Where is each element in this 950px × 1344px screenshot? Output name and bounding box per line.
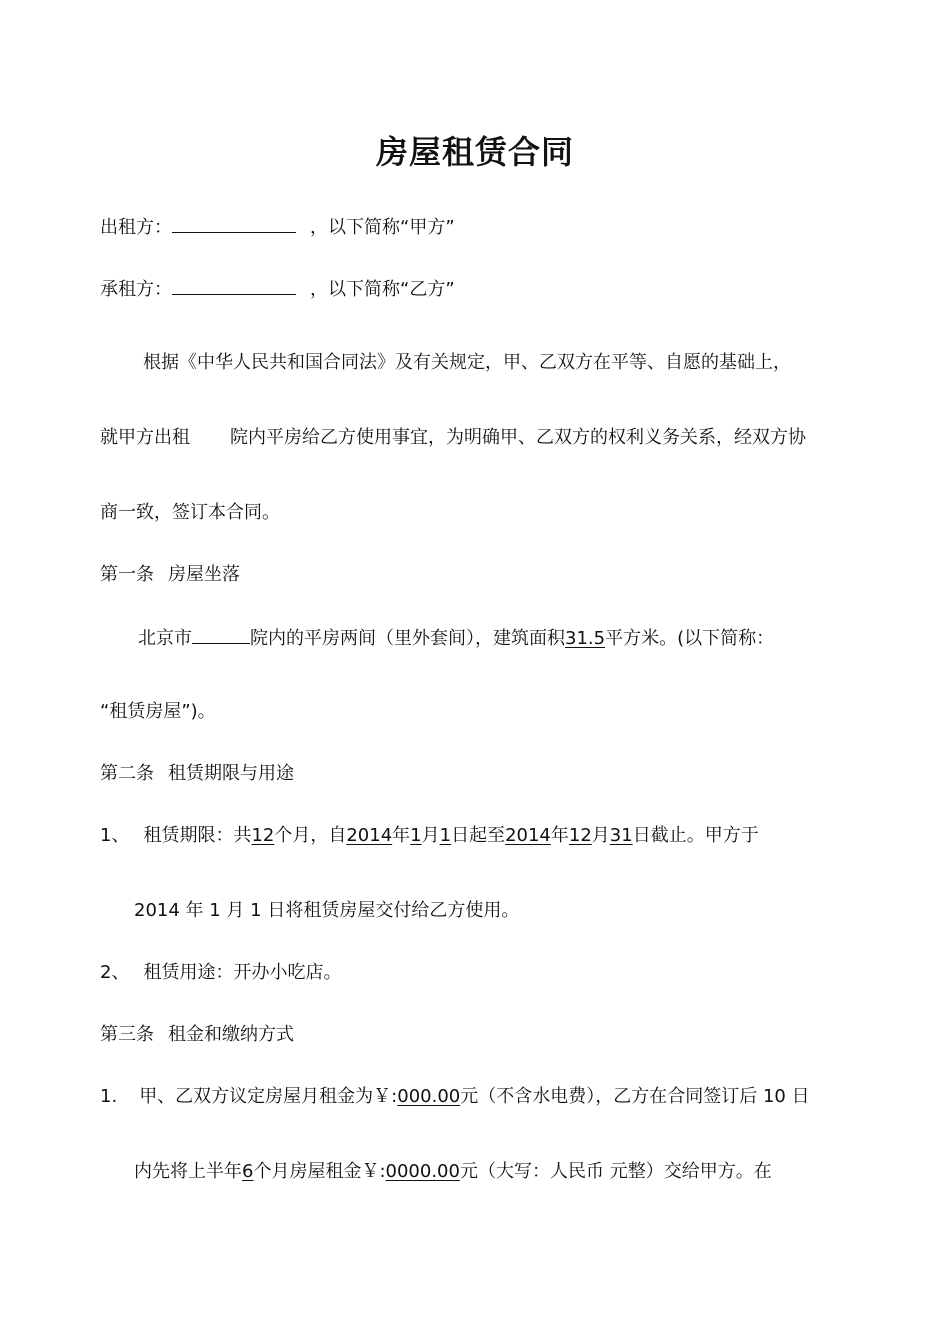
lessee-line: [100, 276, 455, 302]
start-month: 1: [410, 825, 422, 846]
lease-months: 12: [251, 825, 275, 846]
item-number: 2、: [100, 962, 130, 983]
preamble-line-1: 根据《中华人民共和国合同法》及有关规定，甲、乙双方在平等、自愿的基础上，: [143, 352, 791, 373]
rent-text: 甲、乙双方议定房屋月租金为￥:: [139, 1086, 398, 1107]
article-3-title: 租金和缴纳方式: [168, 1024, 294, 1045]
usage-text: 租赁用途：开办小吃店。: [143, 962, 342, 983]
term-text: 年: [550, 825, 569, 846]
address-blank: [192, 625, 250, 644]
article-2-title: 租赁期限与用途: [168, 763, 294, 784]
floor-area: 31.5: [565, 628, 606, 649]
article-1-title: 房屋坐落: [168, 564, 240, 585]
lessee-suffix: ，以下简称“乙方”: [310, 279, 455, 300]
article-3-item-1: [100, 1085, 810, 1109]
rent-text: 内先将上半年: [134, 1161, 242, 1182]
term-text: 月: [421, 825, 440, 846]
start-day: 1: [439, 825, 452, 846]
article-2-item-1: [100, 824, 759, 848]
rent-text: 个月房屋租金￥:: [253, 1161, 386, 1182]
item-number: 1.: [100, 1086, 118, 1107]
article-3-item-1-line-2: [134, 1160, 772, 1184]
monthly-rent: 000.00: [397, 1086, 461, 1107]
term-text: 月: [591, 825, 610, 846]
house-description: 院内的平房两间（里外套间），建筑面积: [250, 628, 565, 649]
item-number: 1、: [100, 825, 130, 846]
lessor-name-blank: [172, 214, 296, 233]
lessor-suffix: ，以下简称“甲方”: [310, 217, 455, 238]
end-month: 12: [568, 825, 592, 846]
term-text: 年: [392, 825, 411, 846]
lessee-label: 承租方：: [100, 279, 172, 300]
article-3-heading: [100, 1023, 294, 1047]
article-2-number: 第二条: [100, 763, 154, 784]
prepaid-months: 6: [242, 1161, 254, 1182]
term-text: 日起至: [451, 825, 506, 846]
term-text: 租赁期限：共: [143, 825, 252, 846]
end-day: 31: [609, 825, 633, 846]
area-unit-text: 平方米。(以下简称：: [605, 628, 775, 649]
article-1-line-1: [138, 625, 774, 651]
start-year: 2014: [346, 825, 393, 846]
term-text: 个月，自: [274, 825, 347, 846]
end-year: 2014: [505, 825, 551, 846]
preamble-line-2-part-a: 就甲方出租: [100, 427, 190, 448]
city-label: 北京市: [138, 628, 192, 649]
contract-title: 房屋租赁合同: [375, 133, 574, 171]
article-1-line-2: “租赁房屋”)。: [100, 701, 216, 722]
article-2-heading: [100, 762, 294, 786]
prepaid-rent: 0000.00: [385, 1161, 460, 1182]
lessor-label: 出租方：: [100, 217, 172, 238]
lessor-line: [100, 214, 455, 240]
article-3-number: 第三条: [100, 1024, 154, 1045]
preamble-line-2: [100, 426, 806, 450]
article-2-item-1-line-2: 2014 年 1 月 1 日将租赁房屋交付给乙方使用。: [134, 900, 520, 921]
preamble-line-3: 商一致，签订本合同。: [100, 502, 280, 523]
article-1-heading: [100, 563, 240, 587]
article-2-item-2: [100, 961, 341, 985]
lessee-name-blank: [172, 276, 296, 295]
rent-text: 元（不含水电费），乙方在合同签订后 10 日: [460, 1086, 810, 1107]
article-1-number: 第一条: [100, 564, 154, 585]
preamble-line-2-part-b: 院内平房给乙方使用事宜，为明确甲、乙双方的权利义务关系，经双方协: [230, 427, 806, 448]
rent-text: 元（大写：人民币 元整）交给甲方。在: [459, 1161, 772, 1182]
term-text: 日截止。甲方于: [632, 825, 759, 846]
